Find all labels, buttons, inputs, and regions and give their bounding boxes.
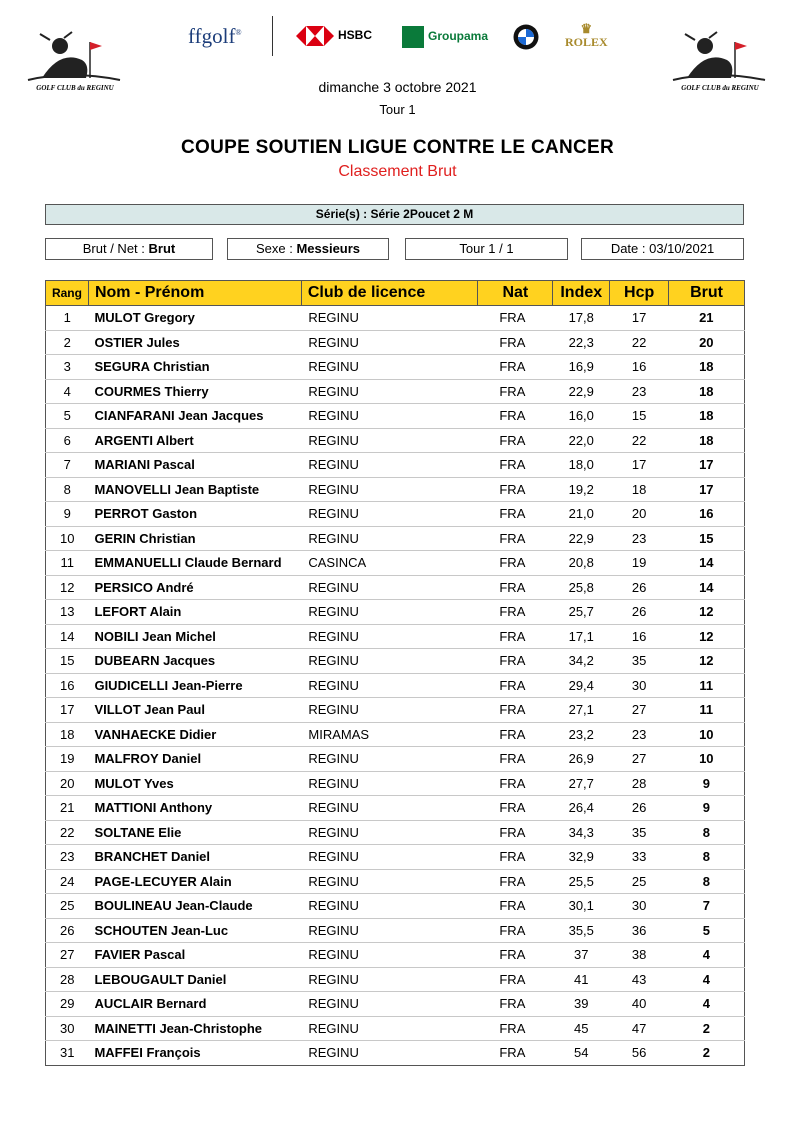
table-row <box>46 330 745 355</box>
cell-brut: 7 <box>669 894 745 919</box>
cell-index: 17,8 <box>553 306 610 331</box>
cell-nat: FRA <box>478 649 553 674</box>
cell-hcp: 16 <box>610 624 669 649</box>
cell-brut: 12 <box>669 600 745 625</box>
cell-hcp: 35 <box>610 820 669 845</box>
club-logo-caption: GOLF CLUB du REGINU <box>681 84 759 92</box>
cell-nat: FRA <box>478 698 553 723</box>
cell-hcp: 25 <box>610 869 669 894</box>
cell-rang: 11 <box>46 551 89 576</box>
event-tour: Tour 1 <box>379 102 416 117</box>
cell-rang: 22 <box>46 820 89 845</box>
cell-club: REGINU <box>301 1041 478 1066</box>
event-date: dimanche 3 octobre 2021 <box>318 79 477 95</box>
cell-hcp: 17 <box>610 453 669 478</box>
cell-brut: 16 <box>669 502 745 527</box>
table-row <box>46 796 745 821</box>
cell-club: REGINU <box>301 502 478 527</box>
cell-index: 26,9 <box>553 747 610 772</box>
cell-club: REGINU <box>301 404 478 429</box>
cell-hcp: 30 <box>610 673 669 698</box>
cell-club: REGINU <box>301 624 478 649</box>
cell-name: PERROT Gaston <box>88 502 301 527</box>
table-row <box>46 918 745 943</box>
col-header-nat: Nat <box>478 281 553 306</box>
cell-hcp: 26 <box>610 600 669 625</box>
cell-name: MALFROY Daniel <box>88 747 301 772</box>
table-row <box>46 306 745 331</box>
cell-club: MIRAMAS <box>301 722 478 747</box>
table-row <box>46 453 745 478</box>
cell-brut: 12 <box>669 624 745 649</box>
sponsor-divider <box>272 16 273 56</box>
cell-rang: 6 <box>46 428 89 453</box>
cell-rang: 9 <box>46 502 89 527</box>
cell-hcp: 22 <box>610 428 669 453</box>
table-row <box>46 943 745 968</box>
cell-nat: FRA <box>478 845 553 870</box>
table-row <box>46 1041 745 1066</box>
cell-nat: FRA <box>478 1016 553 1041</box>
cell-brut: 5 <box>669 918 745 943</box>
cell-index: 22,0 <box>553 428 610 453</box>
cell-index: 30,1 <box>553 894 610 919</box>
cell-index: 54 <box>553 1041 610 1066</box>
cell-rang: 16 <box>46 673 89 698</box>
cell-name: CIANFARANI Jean Jacques <box>88 404 301 429</box>
cell-index: 34,2 <box>553 649 610 674</box>
cell-name: MARIANI Pascal <box>88 453 301 478</box>
cell-name: VANHAECKE Didier <box>88 722 301 747</box>
cell-index: 34,3 <box>553 820 610 845</box>
cell-hcp: 27 <box>610 747 669 772</box>
table-row <box>46 379 745 404</box>
cell-brut: 18 <box>669 355 745 380</box>
cell-hcp: 16 <box>610 355 669 380</box>
cell-index: 27,1 <box>553 698 610 723</box>
table-row <box>46 967 745 992</box>
cell-rang: 31 <box>46 1041 89 1066</box>
col-header-club: Club de licence <box>301 281 478 306</box>
cell-index: 22,9 <box>553 379 610 404</box>
cell-brut: 18 <box>669 404 745 429</box>
table-row <box>46 820 745 845</box>
cell-nat: FRA <box>478 428 553 453</box>
cell-hcp: 33 <box>610 845 669 870</box>
cell-nat: FRA <box>478 869 553 894</box>
golfer-flag-icon <box>665 30 775 85</box>
cell-index: 17,1 <box>553 624 610 649</box>
cell-index: 26,4 <box>553 796 610 821</box>
cell-club: REGINU <box>301 330 478 355</box>
cell-club: REGINU <box>301 453 478 478</box>
cell-rang: 1 <box>46 306 89 331</box>
cell-club: REGINU <box>301 355 478 380</box>
cell-brut: 21 <box>669 306 745 331</box>
cell-rang: 5 <box>46 404 89 429</box>
cell-rang: 19 <box>46 747 89 772</box>
cell-name: SOLTANE Elie <box>88 820 301 845</box>
cell-name: COURMES Thierry <box>88 379 301 404</box>
club-logo-caption: GOLF CLUB du REGINU <box>36 84 114 92</box>
cell-index: 22,3 <box>553 330 610 355</box>
table-row <box>46 722 745 747</box>
table-row <box>46 649 745 674</box>
cell-name: GIUDICELLI Jean-Pierre <box>88 673 301 698</box>
table-row <box>46 894 745 919</box>
cell-hcp: 43 <box>610 967 669 992</box>
cell-club: REGINU <box>301 747 478 772</box>
cell-club: REGINU <box>301 428 478 453</box>
cell-nat: FRA <box>478 624 553 649</box>
rolex-logo: ♛ ROLEX <box>565 21 608 49</box>
cell-name: PERSICO André <box>88 575 301 600</box>
cell-nat: FRA <box>478 477 553 502</box>
date-box: Date : 03/10/2021 <box>581 238 744 260</box>
cell-name: SEGURA Christian <box>88 355 301 380</box>
cell-hcp: 19 <box>610 551 669 576</box>
cell-brut: 10 <box>669 747 745 772</box>
cell-club: REGINU <box>301 918 478 943</box>
cell-nat: FRA <box>478 747 553 772</box>
cell-hcp: 28 <box>610 771 669 796</box>
cell-hcp: 36 <box>610 918 669 943</box>
crown-icon: ♛ <box>580 21 593 36</box>
cell-brut: 14 <box>669 551 745 576</box>
cell-rang: 15 <box>46 649 89 674</box>
cell-brut: 8 <box>669 820 745 845</box>
hsbc-logo: HSBC <box>296 26 372 46</box>
cell-rang: 28 <box>46 967 89 992</box>
cell-nat: FRA <box>478 404 553 429</box>
cell-brut: 18 <box>669 379 745 404</box>
cell-name: EMMANUELLI Claude Bernard <box>88 551 301 576</box>
table-header-row <box>46 281 745 306</box>
cell-hcp: 18 <box>610 477 669 502</box>
cell-brut: 8 <box>669 869 745 894</box>
cell-name: OSTIER Jules <box>88 330 301 355</box>
cell-rang: 24 <box>46 869 89 894</box>
cell-nat: FRA <box>478 355 553 380</box>
cell-brut: 10 <box>669 722 745 747</box>
cell-brut: 2 <box>669 1016 745 1041</box>
cell-brut: 12 <box>669 649 745 674</box>
cell-rang: 12 <box>46 575 89 600</box>
cell-nat: FRA <box>478 306 553 331</box>
cell-name: MULOT Yves <box>88 771 301 796</box>
serie-bar: Série(s) : Série 2Poucet 2 M <box>45 204 744 225</box>
cell-brut: 15 <box>669 526 745 551</box>
cell-nat: FRA <box>478 967 553 992</box>
page-title: COUPE SOUTIEN LIGUE CONTRE LE CANCER <box>180 137 615 158</box>
cell-club: REGINU <box>301 943 478 968</box>
cell-nat: FRA <box>478 600 553 625</box>
cell-club: CASINCA <box>301 551 478 576</box>
cell-rang: 26 <box>46 918 89 943</box>
cell-hcp: 40 <box>610 992 669 1017</box>
cell-brut: 9 <box>669 771 745 796</box>
golfer-flag-icon <box>20 30 130 85</box>
cell-rang: 3 <box>46 355 89 380</box>
cell-club: REGINU <box>301 600 478 625</box>
cell-name: MAINETTI Jean-Christophe <box>88 1016 301 1041</box>
cell-club: REGINU <box>301 306 478 331</box>
cell-index: 29,4 <box>553 673 610 698</box>
results-body <box>46 306 745 1066</box>
cell-nat: FRA <box>478 722 553 747</box>
cell-brut: 2 <box>669 1041 745 1066</box>
col-header-name: Nom - Prénom <box>88 281 301 306</box>
hsbc-hexagon-icon <box>296 26 334 46</box>
cell-rang: 14 <box>46 624 89 649</box>
cell-nat: FRA <box>478 943 553 968</box>
cell-hcp: 17 <box>610 306 669 331</box>
table-row <box>46 404 745 429</box>
cell-hcp: 56 <box>610 1041 669 1066</box>
cell-index: 45 <box>553 1016 610 1041</box>
cell-rang: 29 <box>46 992 89 1017</box>
cell-hcp: 23 <box>610 526 669 551</box>
col-header-hcp: Hcp <box>610 281 669 306</box>
cell-nat: FRA <box>478 526 553 551</box>
table-row <box>46 551 745 576</box>
cell-hcp: 47 <box>610 1016 669 1041</box>
table-row <box>46 526 745 551</box>
cell-index: 41 <box>553 967 610 992</box>
cell-name: LEBOUGAULT Daniel <box>88 967 301 992</box>
table-row <box>46 698 745 723</box>
cell-rang: 7 <box>46 453 89 478</box>
table-row <box>46 477 745 502</box>
cell-nat: FRA <box>478 330 553 355</box>
cell-index: 27,7 <box>553 771 610 796</box>
col-header-brut: Brut <box>669 281 745 306</box>
table-row <box>46 845 745 870</box>
cell-nat: FRA <box>478 379 553 404</box>
cell-nat: FRA <box>478 673 553 698</box>
cell-name: GERIN Christian <box>88 526 301 551</box>
cell-brut: 11 <box>669 698 745 723</box>
table-row <box>46 502 745 527</box>
table-row <box>46 771 745 796</box>
cell-club: REGINU <box>301 477 478 502</box>
cell-club: REGINU <box>301 771 478 796</box>
cell-brut: 11 <box>669 673 745 698</box>
cell-index: 20,8 <box>553 551 610 576</box>
cell-brut: 17 <box>669 453 745 478</box>
cell-index: 25,5 <box>553 869 610 894</box>
cell-index: 18,0 <box>553 453 610 478</box>
cell-index: 21,0 <box>553 502 610 527</box>
cell-name: SCHOUTEN Jean-Luc <box>88 918 301 943</box>
cell-club: REGINU <box>301 698 478 723</box>
cell-brut: 4 <box>669 943 745 968</box>
cell-club: REGINU <box>301 379 478 404</box>
cell-rang: 23 <box>46 845 89 870</box>
results-table <box>45 280 745 1066</box>
cell-brut: 8 <box>669 845 745 870</box>
cell-club: REGINU <box>301 1016 478 1041</box>
cell-name: MAFFEI François <box>88 1041 301 1066</box>
cell-brut: 14 <box>669 575 745 600</box>
cell-brut: 18 <box>669 428 745 453</box>
table-row <box>46 673 745 698</box>
cell-hcp: 38 <box>610 943 669 968</box>
cell-rang: 20 <box>46 771 89 796</box>
cell-hcp: 27 <box>610 698 669 723</box>
cell-club: REGINU <box>301 820 478 845</box>
col-header-rang: Rang <box>46 281 89 306</box>
sponsor-logos <box>180 14 620 59</box>
cell-index: 19,2 <box>553 477 610 502</box>
cell-name: LEFORT Alain <box>88 600 301 625</box>
col-header-index: Index <box>553 281 610 306</box>
cell-index: 16,9 <box>553 355 610 380</box>
cell-rang: 21 <box>46 796 89 821</box>
tour-box: Tour 1 / 1 <box>405 238 568 260</box>
cell-index: 39 <box>553 992 610 1017</box>
cell-name: BRANCHET Daniel <box>88 845 301 870</box>
cell-name: NOBILI Jean Michel <box>88 624 301 649</box>
cell-nat: FRA <box>478 453 553 478</box>
sexe-box: Sexe : Messieurs <box>227 238 389 260</box>
cell-brut: 17 <box>669 477 745 502</box>
cell-hcp: 23 <box>610 379 669 404</box>
cell-nat: FRA <box>478 575 553 600</box>
table-row <box>46 600 745 625</box>
cell-index: 23,2 <box>553 722 610 747</box>
cell-nat: FRA <box>478 918 553 943</box>
cell-club: REGINU <box>301 673 478 698</box>
cell-index: 25,7 <box>553 600 610 625</box>
cell-brut: 20 <box>669 330 745 355</box>
cell-brut: 4 <box>669 967 745 992</box>
cell-name: MULOT Gregory <box>88 306 301 331</box>
cell-hcp: 30 <box>610 894 669 919</box>
cell-rang: 2 <box>46 330 89 355</box>
cell-index: 37 <box>553 943 610 968</box>
cell-nat: FRA <box>478 992 553 1017</box>
cell-index: 16,0 <box>553 404 610 429</box>
cell-index: 35,5 <box>553 918 610 943</box>
cell-club: REGINU <box>301 526 478 551</box>
cell-club: REGINU <box>301 796 478 821</box>
bmw-roundel-icon <box>513 24 539 50</box>
cell-hcp: 20 <box>610 502 669 527</box>
cell-hcp: 26 <box>610 575 669 600</box>
cell-index: 25,8 <box>553 575 610 600</box>
cell-nat: FRA <box>478 551 553 576</box>
cell-name: ARGENTI Albert <box>88 428 301 453</box>
groupama-square-icon <box>402 26 424 48</box>
cell-rang: 10 <box>46 526 89 551</box>
cell-name: MANOVELLI Jean Baptiste <box>88 477 301 502</box>
cell-name: VILLOT Jean Paul <box>88 698 301 723</box>
cell-name: MATTIONI Anthony <box>88 796 301 821</box>
cell-rang: 17 <box>46 698 89 723</box>
cell-nat: FRA <box>478 796 553 821</box>
cell-club: REGINU <box>301 649 478 674</box>
cell-nat: FRA <box>478 502 553 527</box>
table-row <box>46 869 745 894</box>
cell-club: REGINU <box>301 992 478 1017</box>
cell-hcp: 26 <box>610 796 669 821</box>
cell-name: FAVIER Pascal <box>88 943 301 968</box>
cell-nat: FRA <box>478 894 553 919</box>
cell-hcp: 15 <box>610 404 669 429</box>
table-row <box>46 355 745 380</box>
cell-club: REGINU <box>301 869 478 894</box>
cell-brut: 4 <box>669 992 745 1017</box>
table-row <box>46 624 745 649</box>
cell-brut: 9 <box>669 796 745 821</box>
cell-index: 22,9 <box>553 526 610 551</box>
cell-rang: 4 <box>46 379 89 404</box>
cell-nat: FRA <box>478 771 553 796</box>
page-subtitle: Classement Brut <box>338 163 457 180</box>
cell-club: REGINU <box>301 894 478 919</box>
cell-club: REGINU <box>301 845 478 870</box>
cell-club: REGINU <box>301 575 478 600</box>
table-row <box>46 575 745 600</box>
cell-name: PAGE-LECUYER Alain <box>88 869 301 894</box>
cell-rang: 27 <box>46 943 89 968</box>
groupama-logo: Groupama <box>402 26 488 48</box>
cell-rang: 25 <box>46 894 89 919</box>
table-row <box>46 1016 745 1041</box>
cell-rang: 18 <box>46 722 89 747</box>
table-row <box>46 747 745 772</box>
bmw-logo <box>513 24 539 50</box>
cell-nat: FRA <box>478 820 553 845</box>
cell-name: DUBEARN Jacques <box>88 649 301 674</box>
brut-net-box: Brut / Net : Brut <box>45 238 213 260</box>
cell-name: AUCLAIR Bernard <box>88 992 301 1017</box>
cell-rang: 8 <box>46 477 89 502</box>
cell-name: BOULINEAU Jean-Claude <box>88 894 301 919</box>
cell-hcp: 23 <box>610 722 669 747</box>
cell-rang: 30 <box>46 1016 89 1041</box>
cell-club: REGINU <box>301 967 478 992</box>
cell-nat: FRA <box>478 1041 553 1066</box>
cell-hcp: 35 <box>610 649 669 674</box>
cell-hcp: 22 <box>610 330 669 355</box>
cell-rang: 13 <box>46 600 89 625</box>
table-row <box>46 992 745 1017</box>
ffgolf-logo: ffgolf® <box>188 24 242 48</box>
table-row <box>46 428 745 453</box>
cell-index: 32,9 <box>553 845 610 870</box>
